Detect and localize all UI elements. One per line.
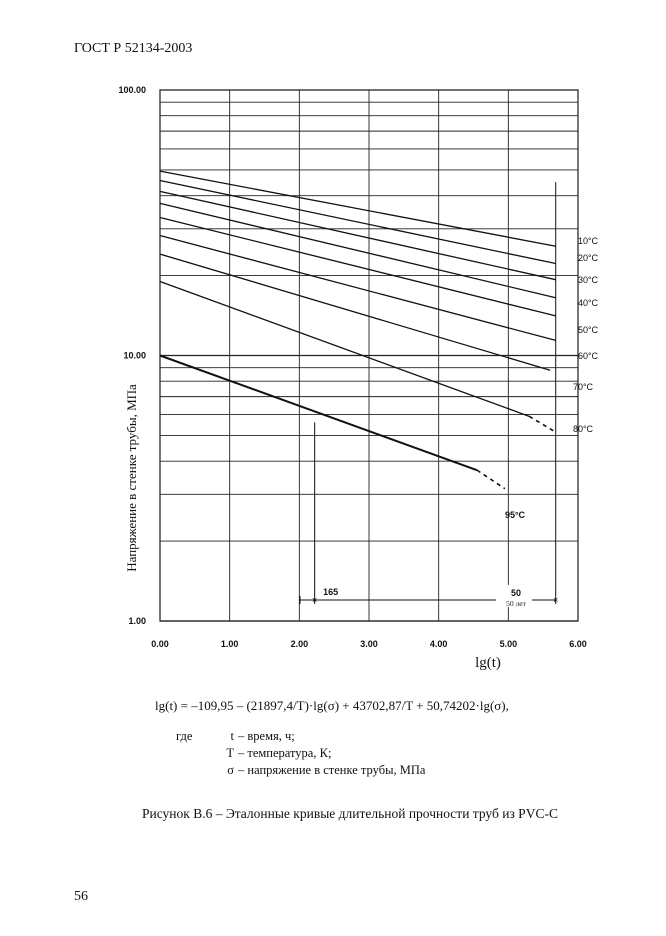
series-extrapolation <box>477 470 505 489</box>
series-label: 50°C <box>577 325 599 335</box>
y-tick-label: 1.00 <box>128 616 146 626</box>
series-extrapolation <box>529 416 553 431</box>
series-label: 60°C <box>577 351 599 361</box>
legend-row-T <box>176 745 425 762</box>
legend-symbol: T <box>226 746 234 760</box>
legend-symbol: σ <box>227 763 234 777</box>
series-label: 70°C <box>572 382 594 392</box>
legend-where-label: где <box>176 729 193 743</box>
legend-description: – температура, К; <box>238 746 332 760</box>
figure-caption: Рисунок В.6 – Эталонные кривые длительной прочности труб из PVC-C <box>142 806 558 821</box>
y-tick-label: 100.00 <box>118 85 146 95</box>
variable-legend <box>176 728 425 779</box>
series-label: 10°C <box>577 236 599 246</box>
legend-symbol: t <box>230 729 234 743</box>
chart-labels <box>118 85 598 671</box>
series-line <box>160 356 477 471</box>
marker-cross: × <box>553 594 559 605</box>
series-label: 95°C <box>504 510 526 520</box>
series-line <box>160 281 529 416</box>
y-tick-label: 10.00 <box>123 350 146 361</box>
document-header: ГОСТ Р 52134-2003 <box>74 41 193 56</box>
legend-row-sigma <box>176 762 425 779</box>
marker-cross: × <box>312 594 318 605</box>
series-label: 20°C <box>577 253 599 263</box>
legend-row-t <box>176 728 425 745</box>
x-tick-label: 2.00 <box>290 639 309 649</box>
x-axis-title: lg(t) <box>475 655 501 671</box>
x-tick-label: 5.00 <box>499 639 518 649</box>
series-label: 30°C <box>577 275 599 285</box>
y-axis-title: Напряжение в стенке трубы, МПа <box>124 384 139 572</box>
x-tick-label: 6.00 <box>569 639 587 649</box>
annotation-label: 50 <box>510 587 522 598</box>
annotation-label: 165 <box>323 586 339 597</box>
page-number: 56 <box>74 889 88 904</box>
annotation-label: 50 лет <box>506 598 526 608</box>
legend-description: – напряжение в стенке трубы, МПа <box>238 763 426 777</box>
x-tick-label: 3.00 <box>360 639 378 649</box>
formula: lg(t) = –109,95 – (21897,4/T)·lg(σ) + 43702,87/T + 50,74202·lg(σ), <box>155 698 509 713</box>
legend-description: – время, ч; <box>238 729 295 743</box>
x-tick-label: 1.00 <box>220 639 239 649</box>
series-label: 80°C <box>572 424 594 434</box>
x-tick-label: 4.00 <box>429 639 448 649</box>
series-label: 40°C <box>577 298 599 308</box>
x-tick-label: 0.00 <box>151 639 169 649</box>
chart-grid <box>160 90 578 621</box>
chart-series <box>160 171 556 489</box>
